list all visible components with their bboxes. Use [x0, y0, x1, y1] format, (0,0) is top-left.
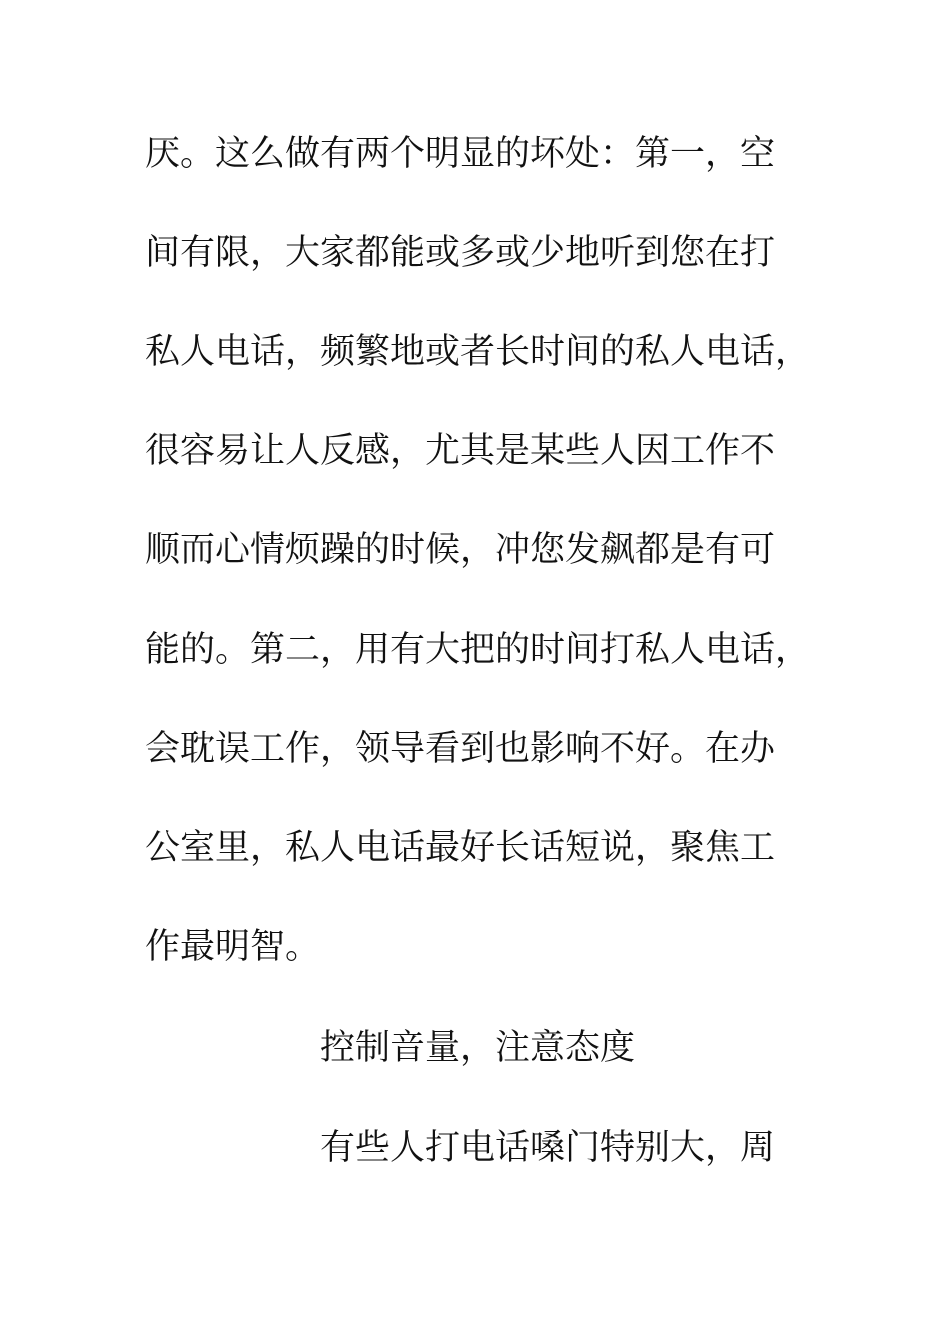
- body-text-line-1: 厌。这么做有两个明显的坏处：第一，空: [145, 134, 776, 174]
- body-text-line-6: 能的。第二，用有大把的时间打私人电话，: [145, 630, 811, 670]
- body-text-line-5: 顺而心情烦躁的时候，冲您发飙都是有可: [145, 530, 776, 570]
- section-heading: 控制音量，注意态度: [320, 1028, 636, 1068]
- body-text-line-4: 很容易让人反感，尤其是某些人因工作不: [145, 431, 776, 471]
- body-text-line-2: 间有限，大家都能或多或少地听到您在打: [145, 233, 776, 273]
- paragraph-start-line: 有些人打电话嗓门特别大，周: [320, 1128, 776, 1168]
- body-text-line-3: 私人电话，频繁地或者长时间的私人电话，: [145, 332, 811, 372]
- body-text-line-8: 公室里，私人电话最好长话短说，聚焦工: [145, 828, 776, 868]
- body-text-line-7: 会耽误工作，领导看到也影响不好。在办: [145, 729, 776, 769]
- body-text-line-9: 作最明智。: [145, 927, 321, 967]
